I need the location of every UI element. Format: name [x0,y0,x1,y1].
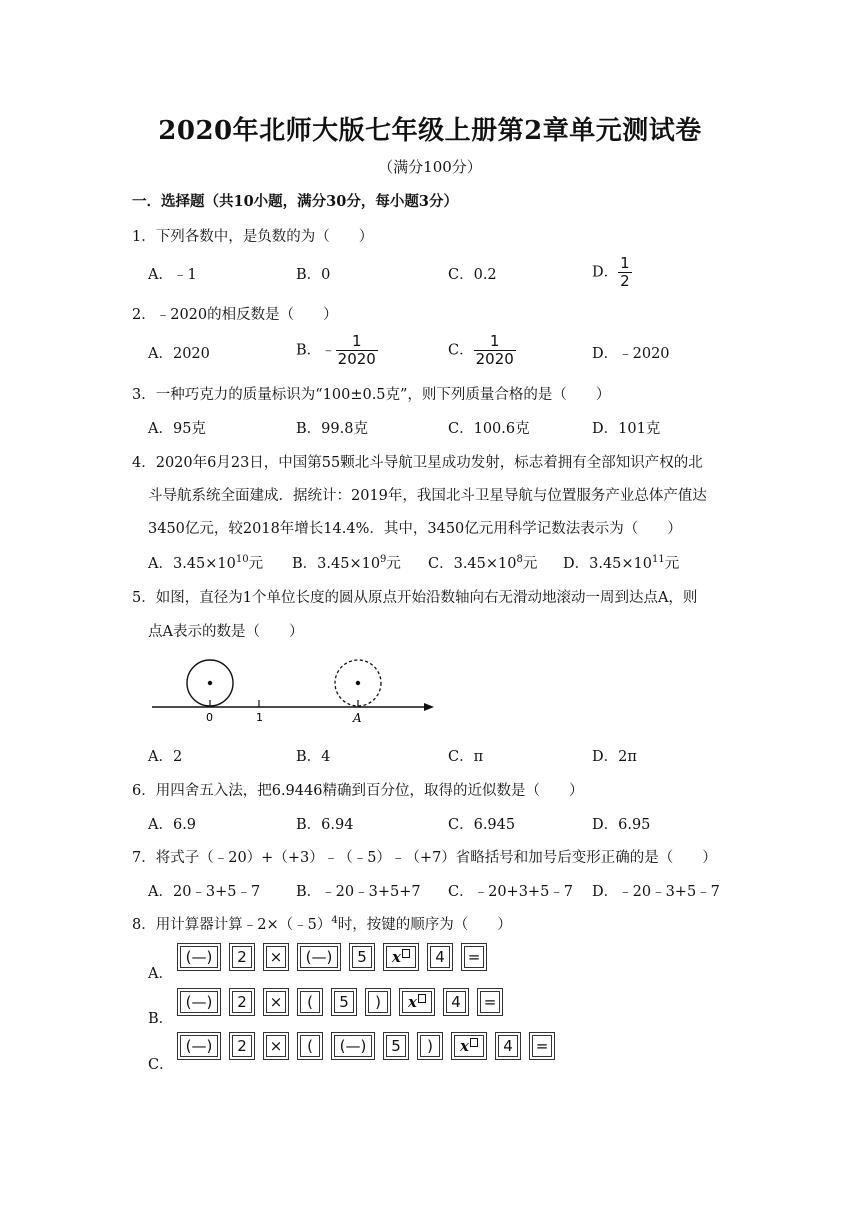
q2-option-b [296,333,378,368]
tick-label-a: A [353,711,362,725]
q3-option-a: A．95克 [148,421,206,437]
q5-option-d: D．2π [592,749,637,765]
key-negative: (—) [300,946,338,968]
power-box-icon [402,949,410,958]
exponent: 8 [516,554,523,566]
power-box-icon [470,1038,478,1047]
fraction-denominator: 2020 [475,350,514,368]
key-2: 2 [232,1035,252,1057]
q4-option-d [563,552,679,573]
q5-option-c: C．π [448,749,484,765]
q1-option-a: A．﹣1 [148,267,197,283]
power-x: x [392,948,401,966]
option-text: B．3.45×10 [292,556,381,572]
q4-option-a [148,552,263,573]
fraction-denominator: 2 [620,272,630,290]
key-equals: = [464,946,484,968]
number-line-figure [150,655,450,725]
q6-option-a: A．6.9 [148,817,197,833]
q1-option-b: B．0 [296,267,331,283]
q2-option-b-label: B．﹣ [296,342,336,359]
axis-arrow-icon [424,703,434,711]
exponent: 9 [380,554,387,566]
exponent: 10 [235,554,249,566]
q4-option-c [428,552,537,573]
key-5: 5 [352,946,372,968]
q5-option-a: A．2 [148,749,183,765]
fraction-numerator: 1 [620,254,630,272]
question-5-line-2: 点A表示的数是（ ） [148,624,304,640]
q5-option-b: B．4 [296,749,331,765]
question-3-stem: 3．一种巧克力的质量标识为“100±0.5克”，则下列质量合格的是（ ） [132,387,611,403]
stem-text: 8．用计算器计算﹣2×（﹣5） [132,917,332,933]
option-unit: 元 [386,556,401,572]
option-unit: 元 [248,556,264,572]
power-x: x [408,993,417,1011]
key-equals: = [532,1035,552,1057]
section-heading: 一．选择题（共10小题，满分30分，每小题3分） [132,193,458,210]
q8-option-c-label: C． [148,1057,174,1073]
q2-option-c-fraction [474,333,516,368]
power-box-icon [418,994,426,1003]
q8-option-c-keys [180,1035,566,1057]
q8-option-a-label: A． [148,966,173,982]
exponent: 11 [652,554,665,566]
key-power [402,991,432,1013]
key-4: 4 [446,991,466,1013]
q8-option-b-keys [180,991,514,1013]
question-7-stem: 7．将式子（﹣20）+（+3）﹣（﹣5）﹣（+7）省略括号和加号后变形正确的是（ ） [132,850,717,866]
tick-label-0: 0 [206,711,213,724]
q1-option-d-fraction [618,255,632,290]
option-text: D．3.45×10 [563,556,653,572]
document-title: 2020年北师大版七年级上册第2章单元测试卷 [158,116,702,146]
q2-option-c [448,333,516,368]
q8-option-a-keys [180,946,498,968]
key-left-paren: ( [300,991,320,1013]
question-4-line-2: 斗导航系统全面建成．据统计：2019年，我国北斗卫星导航与位置服务产业总体产值达 [148,488,707,504]
question-2-stem: 2．﹣2020的相反数是（ ） [132,307,338,323]
q2-option-d: D．﹣2020 [592,346,670,362]
power-x: x [460,1037,469,1055]
fraction-denominator: 2020 [337,350,376,368]
q2-option-b-fraction [336,333,378,368]
q2-option-a: A．2020 [148,346,210,362]
q7-option-d: D．﹣20﹣3+5﹣7 [592,884,720,900]
q3-option-d: D．101克 [592,421,661,437]
q7-option-b: B．﹣20﹣3+5+7 [296,884,421,900]
option-text: A．3.45×10 [148,556,236,572]
key-4: 4 [430,946,450,968]
option-unit: 元 [522,556,538,572]
key-5: 5 [386,1035,406,1057]
end-circle-center [356,681,360,685]
key-2: 2 [232,991,252,1013]
key-negative: (—) [180,991,218,1013]
q3-option-c: C．100.6克 [448,421,530,437]
question-1-stem: 1．下列各数中，是负数的为（ ） [132,229,374,245]
key-negative: (—) [334,1035,372,1057]
key-5: 5 [334,991,354,1013]
start-circle-center [208,681,212,685]
key-2: 2 [232,946,252,968]
q4-option-b [292,552,401,573]
q7-option-c: C．﹣20+3+5﹣7 [448,884,574,900]
key-left-paren: ( [300,1035,320,1057]
key-right-paren: ) [368,991,388,1013]
question-8-stem [132,913,512,934]
stem-text-end: 时，按键的顺序为（ ） [337,917,512,933]
q1-option-d-label: D． [592,264,619,281]
tick-label-1: 1 [256,711,263,724]
key-times: × [266,991,286,1013]
key-times: × [266,946,286,968]
key-negative: (—) [180,1035,218,1057]
option-unit: 元 [664,556,680,572]
question-6-stem: 6．用四舍五入法，把6.9446精确到百分位，取得的近似数是（ ） [132,783,584,799]
key-negative: (—) [180,946,218,968]
key-power [386,946,416,968]
key-power [454,1035,484,1057]
key-equals: = [480,991,500,1013]
exponent: 4 [331,915,338,927]
key-4: 4 [498,1035,518,1057]
question-4-line-1: 4．2020年6月23日，中国第55颗北斗导航卫星成功发射，标志着拥有全部知识产权的北 [132,455,703,471]
fraction-numerator: 1 [351,332,362,350]
q6-option-c: C．6.945 [448,817,516,833]
question-5-line-1: 5．如图，直径为1个单位长度的圆从原点开始沿数轴向右无滑动地滚动一周到达点A，则 [132,590,698,606]
q6-option-d: D．6.95 [592,817,651,833]
option-text: C．3.45×10 [428,556,517,572]
key-times: × [266,1035,286,1057]
q1-option-d [592,255,632,290]
q6-option-b: B．6.94 [296,817,354,833]
q1-option-c: C．0.2 [448,267,497,283]
document-subtitle: （满分100分） [378,158,482,176]
question-4-line-3: 3450亿元，较2018年增长14.4%．其中，3450亿元用科学记数法表示为（ ） [148,521,682,537]
key-right-paren: ) [420,1035,440,1057]
q3-option-b: B．99.8克 [296,421,368,437]
fraction-numerator: 1 [489,332,500,350]
q7-option-a: A．20﹣3+5﹣7 [148,884,261,900]
q8-option-b-label: B． [148,1011,174,1027]
q2-option-c-label: C． [448,342,474,359]
